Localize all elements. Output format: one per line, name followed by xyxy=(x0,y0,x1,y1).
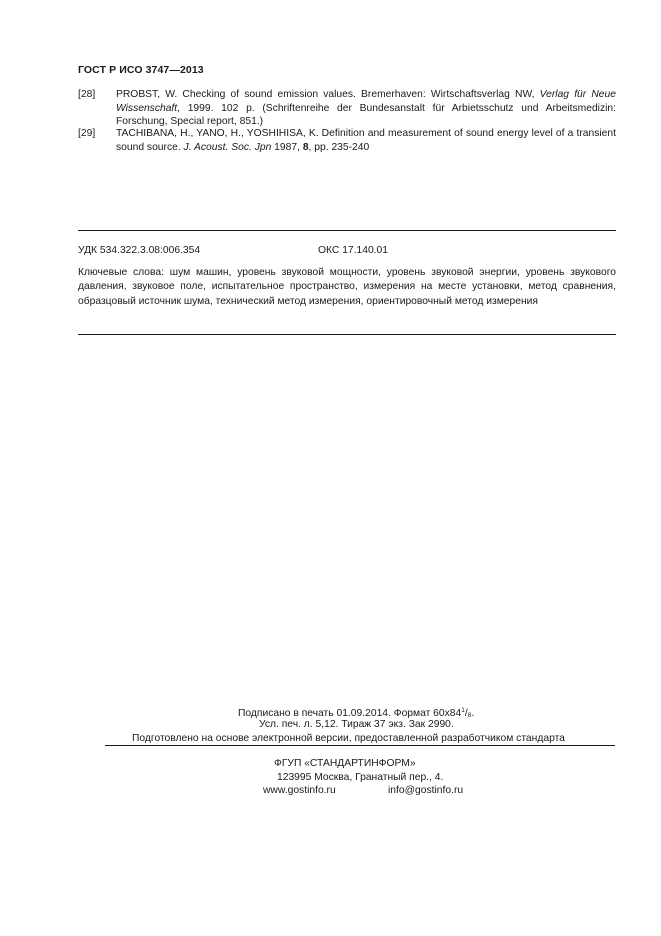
print-info-line: Усл. печ. л. 5,12. Тираж 37 экз. Зак 2990. xyxy=(259,719,454,730)
divider-imprint xyxy=(105,745,615,746)
publisher-address: 123995 Москва, Гранатный пер., 4. xyxy=(277,772,444,783)
divider-top xyxy=(78,230,616,231)
signed-end: . xyxy=(471,708,475,719)
reference-text-part: , pp. 235-240 xyxy=(308,141,370,153)
signed-text: Подписано в печать 01.09.2014. Формат 60х84 xyxy=(238,708,462,719)
prepared-note: Подготовлено на основе электронной версии, предоставленной разработчиком стандарта xyxy=(132,733,565,744)
reference-italic-title: Verlag für Neue Wissenschaft xyxy=(116,89,616,114)
reference-number: [28] xyxy=(78,89,96,100)
format-fraction-denominator: 8 xyxy=(467,712,472,719)
reference-text-part: 1987, xyxy=(271,141,303,153)
reference-text-part: , 1999. 102 p. (Schriftenreihe der Bundesanstalt für Arbietsschutz und Arbeitsmedizin: Forschung, Special report, 851.) xyxy=(116,102,616,128)
reference-text xyxy=(116,88,616,129)
reference-number: [29] xyxy=(78,128,96,139)
document-code-header: ГОСТ Р ИСО 3747—2013 xyxy=(78,64,204,76)
keywords-paragraph: Ключевые слова: шум машин, уровень звуковой мощности, уровень звуковой энергии, уровень звукового давления, звуковое поле, испытательное пространство, измерения на месте установки, метод сравнения, образцовый источник шума, технический метод измерения, ориентировочный метод измерения xyxy=(78,267,616,307)
udk-code: УДК 534.322.3.08:006.354 xyxy=(78,245,201,256)
reference-29 xyxy=(78,127,616,154)
reference-text xyxy=(116,127,616,154)
oks-code: ОКС 17.140.01 xyxy=(318,245,388,256)
reference-text-part: PROBST, W. Checking of sound emission values. Bremerhaven: Wirtschaftsverlag NW, xyxy=(116,89,540,100)
reference-volume: 8 xyxy=(302,141,309,153)
publisher-website-link[interactable]: www.gostinfo.ru xyxy=(263,785,336,796)
reference-italic-journal: J. Acoust. Soc. Jpn xyxy=(183,141,272,153)
reference-text-part: TACHIBANA, H., YANO, H., YOSHIHISA, K. Definition and measurement of sound energy level of a transient sound source. xyxy=(116,128,616,153)
divider-keywords xyxy=(78,334,616,335)
format-fraction-numerator: 1 xyxy=(461,707,465,714)
reference-28 xyxy=(78,88,616,129)
publisher-name: ФГУП «СТАНДАРТИНФОРМ» xyxy=(274,758,416,769)
publisher-email-link[interactable]: info@gostinfo.ru xyxy=(388,785,464,796)
format-fraction-slash: / xyxy=(464,708,468,719)
